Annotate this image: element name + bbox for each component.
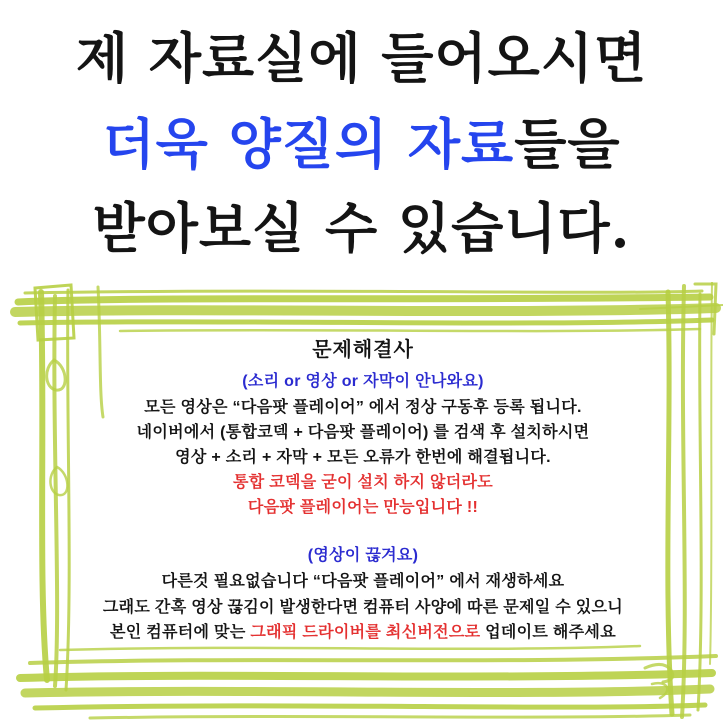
stutter-section-line-3: [10, 623, 716, 643]
stutter-section-line-1: 다른것 필요없습니다 “다음팟 플레이어” 에서 재생하세요: [161, 573, 565, 590]
header-line-2-black-segment: 들을: [514, 112, 621, 176]
header-line-2: [0, 110, 723, 178]
stutter-section-line-2: 그래도 간혹 영상 끊김이 발생한다면 컴퓨터 사양에 따른 문제일 수 있으니: [102, 599, 624, 616]
audio-section-red-line-2: 다음팟 플레이어는 만능입니다 !!: [247, 499, 479, 516]
header-line-3: 받아보실 수 있습니다.: [92, 196, 631, 260]
stutter-line-3-suffix: 업데이트 해주세요: [480, 624, 616, 641]
notice-title: 문제해결사: [312, 339, 414, 361]
header-line-1: 제 자료실에 들어오시면: [75, 26, 648, 90]
audio-section-line-1: 모든 영상은 “다음팟 플레이어” 에서 정상 구동후 등록 됩니다.: [144, 399, 582, 416]
stutter-line-3-prefix: 본인 컴퓨터에 맞는: [110, 624, 251, 641]
audio-section-red-line-1: 통합 코덱을 굳이 설치 하지 않더라도: [232, 474, 494, 491]
stutter-line-3-red-segment: 그래픽 드라이버를 최신버전으로: [250, 624, 481, 641]
audio-section-line-3: 영상 + 소리 + 자막 + 모든 오류가 한번에 해결됩니다.: [175, 449, 551, 466]
header-line-2-blue-segment: 더욱 양질의 자료: [102, 112, 515, 176]
audio-section-line-2: 네이버에서 (통합코덱 + 다음팟 플레이어) 를 검색 후 설치하시면: [136, 424, 590, 441]
audio-section-subtitle: (소리 or 영상 or 자막이 안나와요): [242, 373, 484, 390]
stutter-section-subtitle: (영상이 끊겨요): [307, 547, 419, 564]
